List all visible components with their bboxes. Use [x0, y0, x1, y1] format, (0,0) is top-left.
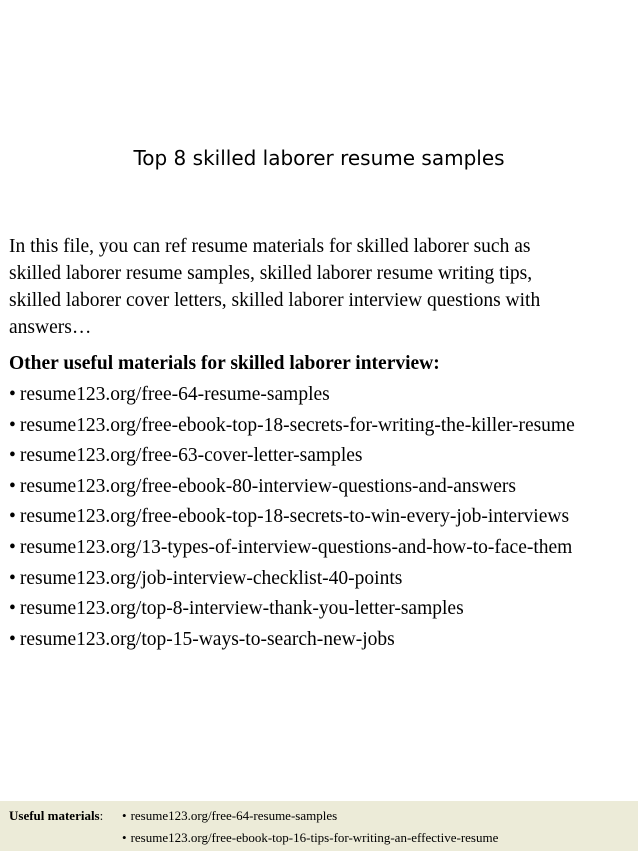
- intro-paragraph: [9, 233, 634, 341]
- page-title: Top 8 skilled laborer resume samples: [133, 146, 505, 170]
- intro-line: skilled laborer resume samples, skilled laborer resume writing tips,: [9, 263, 533, 284]
- bullet-icon: •: [9, 598, 16, 620]
- material-link[interactable]: resume123.org/13-types-of-interview-questions-and-how-to-face-them: [19, 536, 573, 558]
- intro-line: answers…: [9, 317, 92, 338]
- list-item: [9, 533, 575, 564]
- materials-link-list: [9, 380, 575, 655]
- material-link[interactable]: resume123.org/free-64-resume-samples: [19, 384, 330, 405]
- material-link[interactable]: resume123.org/job-interview-checklist-40-points: [19, 567, 403, 589]
- materials-heading: Other useful materials for skilled laborer interview:: [9, 353, 440, 374]
- list-item: [9, 502, 575, 533]
- bullet-icon: •: [122, 830, 127, 845]
- footer-list-item: [122, 830, 498, 846]
- material-link[interactable]: resume123.org/free-63-cover-letter-samples: [19, 445, 363, 467]
- intro-line: In this file, you can ref resume materials for skilled laborer such as: [9, 236, 531, 257]
- material-link[interactable]: resume123.org/free-ebook-top-18-secrets-to-win-every-job-interviews: [19, 506, 570, 528]
- footer-bar: [0, 801, 638, 851]
- list-item: [9, 411, 575, 442]
- bullet-icon: •: [9, 536, 16, 558]
- footer-label: [9, 808, 103, 824]
- intro-line: skilled laborer cover letters, skilled laborer interview questions with: [9, 290, 541, 311]
- material-link[interactable]: resume123.org/free-ebook-80-interview-questions-and-answers: [19, 475, 517, 497]
- list-item: [9, 625, 575, 656]
- list-item: [9, 564, 575, 595]
- list-item: [9, 380, 575, 411]
- footer-label-colon: :: [99, 808, 104, 823]
- bullet-icon: •: [9, 475, 16, 497]
- material-link[interactable]: resume123.org/free-ebook-top-18-secrets-for-writing-the-killer-resume: [19, 414, 575, 436]
- bullet-icon: •: [9, 445, 16, 467]
- material-link[interactable]: resume123.org/top-8-interview-thank-you-letter-samples: [19, 598, 464, 620]
- footer-list-item: [122, 808, 337, 824]
- footer-link[interactable]: resume123.org/free-ebook-top-16-tips-for-writing-an-effective-resume: [130, 830, 499, 845]
- list-item: [9, 472, 575, 503]
- bullet-icon: •: [9, 628, 16, 650]
- bullet-icon: •: [122, 808, 127, 823]
- list-item: [9, 441, 575, 472]
- footer-link[interactable]: resume123.org/free-64-resume-samples: [130, 808, 338, 823]
- list-item: [9, 594, 575, 625]
- bullet-icon: •: [9, 567, 16, 589]
- bullet-icon: •: [9, 384, 16, 405]
- bullet-icon: •: [9, 414, 16, 436]
- material-link[interactable]: resume123.org/top-15-ways-to-search-new-jobs: [19, 628, 395, 650]
- footer-label-text: Useful materials: [9, 808, 100, 823]
- bullet-icon: •: [9, 506, 16, 528]
